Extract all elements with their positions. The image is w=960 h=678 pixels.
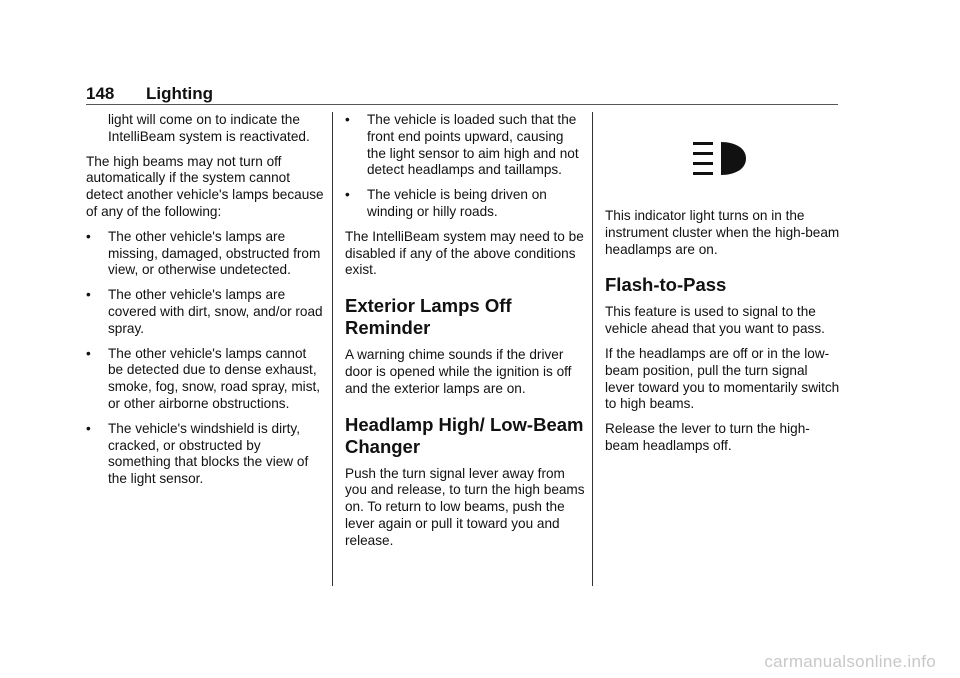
high-beam-indicator-icon [691,140,761,180]
paragraph: The IntelliBeam system may need to be disabled if any of the above conditions exist. [345,228,584,278]
list-item [86,421,324,488]
column-left [86,112,324,496]
bullet-marker: • [86,420,91,436]
bullet-text: The other vehicle's lamps are covered with dirt, snow, and/or road spray. [108,287,323,336]
bullet-text: The vehicle's windshield is dirty, cracked, or obstructed by something that blocks the view of the light sensor. [108,420,309,487]
column-divider [592,112,593,586]
bullet-marker: • [86,345,91,361]
paragraph: This feature is used to signal to the vehicle ahead that you want to pass. [605,304,825,337]
list-item [86,346,324,413]
paragraph: If the headlamps are off or in the low-beam position, pull the turn signal lever toward you to momentarily switch to high beams. [605,345,840,412]
bullet-marker: • [86,287,91,303]
page-number: 148 [86,84,115,103]
bullet-marker: • [86,228,91,244]
paragraph: Push the turn signal lever away from you and release, to turn the high beams on. To return to low beams, push the lever again or pull it toward you and release. [345,465,585,548]
paragraph: Release the lever to turn the high-beam headlamps off. [605,421,810,453]
column-divider [332,112,333,586]
continued-text: light will come on to indicate the IntelliBeam system is reactivated. [108,112,310,144]
paragraph: A warning chime sounds if the driver door is opened while the ignition is off and the exterior lamps are on. [345,347,572,396]
paragraph: The high beams may not turn off automatically if the system cannot detect another vehicle's lamps because of any of the following: [86,153,324,219]
page-header [86,82,838,105]
indicator-figure [605,112,840,208]
bullet-text: The other vehicle's lamps are missing, damaged, obstructed from view, or otherwise undetected. [108,228,321,278]
bullet-marker: • [345,112,350,127]
bullet-marker: • [345,187,350,203]
bullet-text: The vehicle is being driven on winding or hilly roads. [367,187,547,219]
section-title: Lighting [146,84,214,103]
bullet-text: The vehicle is loaded such that the front end points upward, causing the light sensor to aim high and not detect headlamps and taillamps. [367,112,579,178]
list-item [86,229,324,279]
heading-exterior-lamps-off-reminder: Exterior Lamps Off Reminder [345,295,512,339]
list-item [345,112,585,179]
column-middle [345,112,585,558]
paragraph: This indicator light turns on in the instrument cluster when the high-beam headlamps are on. [605,208,840,257]
list-item [345,187,585,221]
heading-flash-to-pass: Flash-to-Pass [605,274,727,296]
list-item [86,287,324,337]
column-right [605,112,840,463]
heading-headlamp-high-low-beam-changer: Headlamp High/ Low-Beam Changer [345,413,584,457]
watermark: carmanualsonline.info [764,652,936,671]
bullet-text: The other vehicle's lamps cannot be detected due to dense exhaust, smoke, fog, snow, road spray, mist, or other airborne obstructions. [108,345,321,411]
